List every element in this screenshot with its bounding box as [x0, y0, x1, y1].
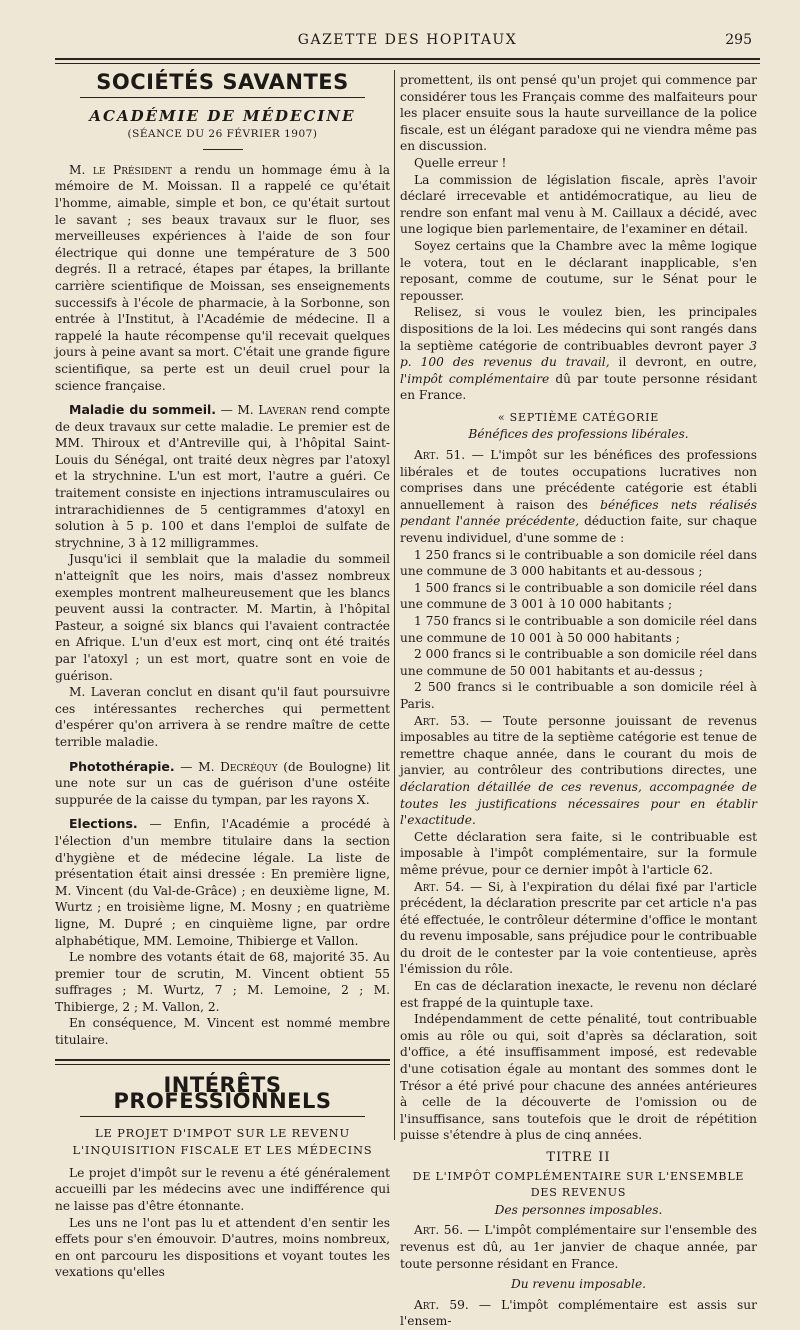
paragraph-president: M. le Président a rendu un hommage ému à la mémoire de M. Moissan. Il a rappelé ce qu'était l'homme, aimable, simple et bon, ce qu'était surtout le savant ; ses beaux travaux sur le fluor, ses merveilleuses expériences à l'aide de son four électrique qui donne une température de 3 500 degrés. Il a retracé, étapes par étapes, la brillante carrière scientifique de Moissan, ses enseignements successifs à l'école de pharmacie, à la Sorbonne, son entrée à l'Institut, à l'Académie de médecine. Il a rappelé la haute récompense qu'il recevait quelques jours à peine avant sa mort. C'était une grande figure scientifique, sa perte est un deuil cruel pour la science française. [55, 162, 390, 393]
subheading-revenu: Du revenu imposable. [510, 1277, 647, 1292]
paragraph: Le projet d'impôt sur le revenu a été généralement accueilli par les médecins avec une indifférence qui ne laisse pas d'être étonnante. [55, 1165, 390, 1214]
category-subtitle: Bénéfices des professions libérales. [468, 427, 689, 442]
paragraph-elections: Elections. — Enfin, l'Académie a procédé à l'élection d'un membre titulaire dans la section d'hygiène et de médecine légale. La liste de présentation était ainsi dressée : En première ligne, M. Vincent (du Val-de-Grâce) ; en deuxième ligne, M. Wurtz ; en troisième ligne, M. Mosny ; en quatrième ligne, M. Dupré ; en cinquième ligne, par ordre alphabétique, MM. Lemoine, Thibierge et Vallon. [55, 816, 390, 948]
paragraph: Relisez, si vous le voulez bien, les principales dispositions de la loi. Les médecins qui sont rangés dans la septième catégorie de contribuables devront payer 3 p. 100 des revenus du travail, il devront, en outre, l'impôt complémentaire dû par toute personne résidant en France. [400, 305, 757, 403]
subhead-maladie: Maladie du sommeil. [69, 402, 217, 418]
column-divider [394, 70, 395, 1140]
section-title-societes: SOCIÉTÉS SAVANTES [96, 70, 349, 94]
section-rule-thick [55, 1059, 390, 1061]
seance-date: (SÉANCE DU 26 FÉVRIER 1907) [127, 128, 318, 141]
list-item: 1 500 francs si le contribuable a son domicile réel dans une commune de 3 001 à 10 000 habitants ; [400, 580, 757, 612]
article-title: LE PROJET D'IMPOT SUR LE REVENU L'INQUISITION FISCALE ET LES MÉDECINS [72, 1125, 373, 1157]
list-item: 2 500 francs si le contribuable a son domicile réel à Paris. [400, 680, 757, 711]
category-title: « SEPTIÈME CATÉGORIE [497, 410, 660, 424]
academy-title: ACADÉMIE DE MÉDECINE [89, 106, 356, 125]
page-number: 295 [725, 32, 752, 48]
list-item: 2 000 francs si le contribuable a son domicile réel dans une commune de 50 001 habitants et au-dessus ; [400, 647, 757, 678]
section-rule [80, 97, 365, 98]
subhead-elections: Elections. [69, 816, 138, 832]
paragraph: La commission de législation fiscale, après l'avoir déclaré irrecevable et antidémocratique, au lieu de rendre son enfant mal venu à M. Caillaux a décidé, avec une logique bien parlementaire, de l'examiner en détail. [400, 172, 757, 237]
paragraph: Jusqu'ici il semblait que la maladie du sommeil n'atteignît que les noirs, mais d'assez nombreux exemples montrent malheureusement que les blancs peuvent aussi la contracter. M. Martin, à l'hôpital Pasteur, a soigné six blancs qui l'avaient contractée en Afrique. L'un d'eux est mort, cinq ont été traités par l'atoxyl ; un est mort, quatre sont en voie de guérison. [55, 552, 390, 683]
header-rule-thin [55, 63, 760, 64]
paragraph: Quelle erreur ! [414, 155, 507, 170]
page-header [55, 30, 760, 52]
article-59: Art. 59. — L'impôt complémentaire est assis sur l'ensem- [400, 1297, 757, 1329]
paragraph-maladie-sommeil: Maladie du sommeil. — M. Laveran rend compte de deux travaux sur cette maladie. Le premier est de MM. Thiroux et d'Antreville qui, à l'hôpital Saint-Louis du Sénégal, ont traité deux nègres par l'atoxyl et la strychnine. L'un est mort, l'autre a guéri. Ce traitement consiste en injections intramusculaires ou intrarachidiennes de 5 centigrammes d'atoxyl en solution à 5 p. 100 et dans l'emploi de sulfate de strychnine, 3 à 12 milligrammes. [55, 402, 390, 550]
running-title: GAZETTE DES HOPITAUX [297, 32, 518, 48]
paragraph: Cette déclaration sera faite, si le contribuable est imposable à l'impôt complémentaire, sur la formule même prévue, pour ce dernier impôt à l'article 62. [400, 829, 757, 877]
paragraph: En conséquence, M. Vincent est nommé membre titulaire. [55, 1016, 390, 1048]
article-54: Art. 54. — Si, à l'expiration du délai fixé par l'article précédent, la déclaration prescrite par cet article n'a pas été effectuée, le contrôleur détermine d'office le montant du revenu imposable, sans préjudice pour le contribuable du droit de le contester par la voie contentieuse, après l'émission du rôle. [400, 879, 757, 977]
paragraph: En cas de déclaration inexacte, le revenu non déclaré est frappé de la quintuple taxe. [400, 979, 757, 1010]
article-56: Art. 56. — L'impôt complémentaire sur l'ensemble des revenus est dû, au 1er janvier de chaque année, par toute personne résidant en France. [400, 1223, 757, 1271]
section-rule-thin [55, 1064, 390, 1065]
left-column [55, 72, 390, 1281]
short-rule [203, 149, 243, 150]
paragraph: Indépendamment de cette pénalité, tout contribuable omis au rôle ou qui, soit d'après sa déclaration, soit d'office, a été insuffisamment imposé, est redevable d'une cotisation égale au montant des sommes dont le Trésor a été privé pour chacune des années antérieures à celle de la découverte de l'omission ou de l'insuffisance, sans toutefois que le droit de répétition puisse s'étendre à plus de cinq années. [400, 1012, 757, 1143]
list-item: 1 250 francs si le contribuable a son domicile réel dans une commune de 3 000 habitants et au-dessous ; [400, 547, 757, 579]
article-51: Art. 51. — L'impôt sur les bénéfices des professions libérales et de toutes occupations lucratives non comprises dans une précédente catégorie est établi annuellement à raison des bénéfices nets réalisés pendant l'année précédente, déduction faite, sur chaque revenu individuel, d'une somme de : [400, 448, 758, 546]
paragraph: Soyez certains que la Chambre avec la même logique le votera, tout en le déclarant inapplicable, s'en reposant, comme de coutume, sur le Sénat pour le repousser. [400, 238, 757, 303]
list-item: 1 750 francs si le contribuable a son domicile réel dans une commune de 10 001 à 50 000 habitants ; [400, 614, 757, 645]
paragraph: Le nombre des votants était de 68, majorité 35. Au premier tour de scrutin, M. Vincent obtient 55 suffrages ; M. Wurtz, 7 ; M. Lemoine, 2 ; M. Thibierge, 2 ; M. Vallon, 2. [55, 950, 390, 1014]
section-title-interets: INTÉRÊTS PROFESSIONNELS [113, 1072, 332, 1114]
header-rule [55, 58, 760, 60]
paragraph-phototherapie: Photothérapie. — M. Decréquy (de Boulogne) lit une note sur un cas de guérison d'une ostéite suppurée de la caisse du tympan, par les rayons X. [55, 758, 390, 807]
titre-subheading: DE L'IMPÔT COMPLÉMENTAIRE SUR L'ENSEMBLE DES REVENUS [412, 1169, 745, 1200]
paragraph: promettent, ils ont pensé qu'un projet qui commence par considérer tous les Français comme des malfaiteurs pour les placer ensuite sous la haute surveillance de la police fiscale, est un élégant paradoxe qui ne viendra même pas en discussion. [400, 73, 757, 154]
subheading-personnes: Des personnes imposables. [494, 1202, 663, 1217]
paragraph: M. Laveran conclut en disant qu'il faut poursuivre ces intéressantes recherches qui permettent d'espérer qu'on arrivera à se rendre maître de cette terrible maladie. [55, 685, 390, 749]
section-rule [80, 1116, 365, 1117]
subhead-phototherapie: Photothérapie. [69, 758, 175, 774]
paragraph: Les uns ne l'ont pas lu et attendent d'en sentir les effets pour s'en émouvoir. D'autres, moins nombreux, en ont parcouru les dispositions et voyant toutes les vexations qu'elles [55, 1215, 390, 1280]
titre-heading: TITRE II [546, 1150, 611, 1165]
article-53: Art. 53. — Toute personne jouissant de revenus imposables au titre de la septième catégorie est tenue de remettre chaque année, dans le courant du mois de janvier, au contrôleur des contributions directes, une déclaration détaillée de ces revenus, accompagnée de toutes les justifications nécessaires pour en établir l'exactitude. [400, 713, 757, 828]
right-column [400, 72, 757, 1330]
